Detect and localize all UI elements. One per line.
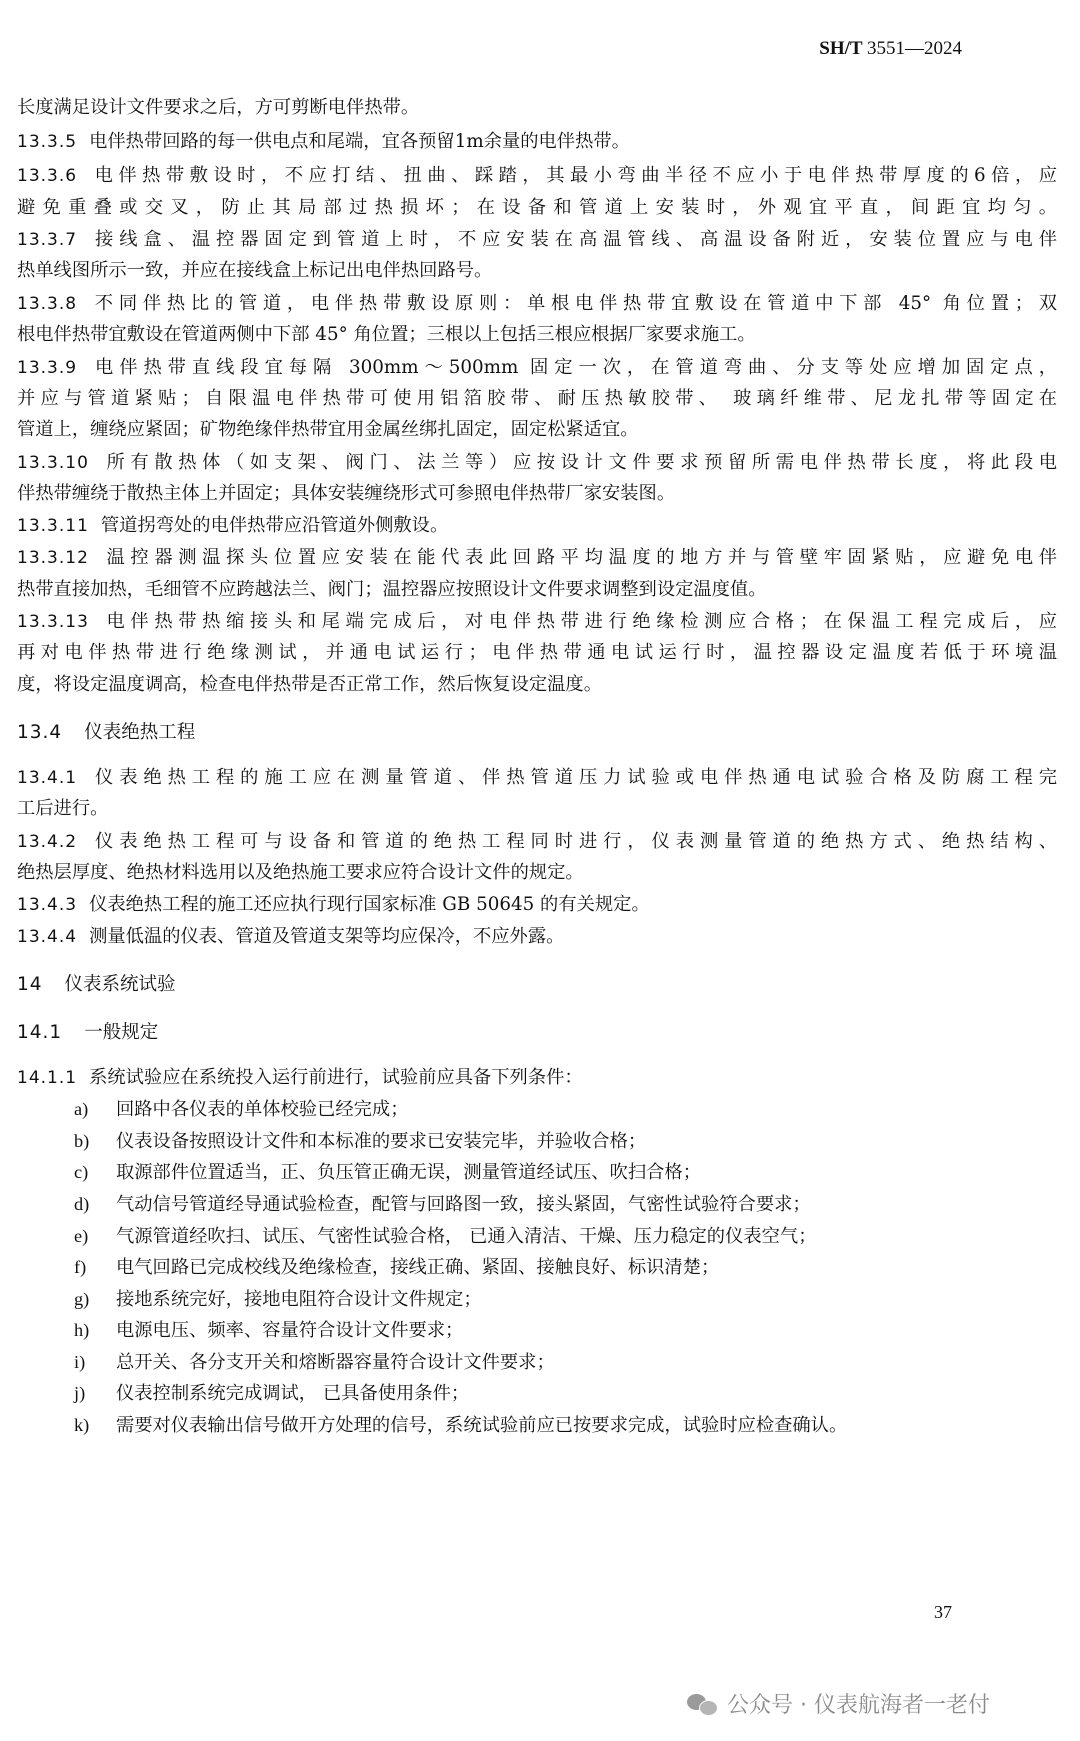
list-item-text: 仪表控制系统完成调试， 已具备使用条件； [116,1383,470,1404]
list-item [74,1381,469,1406]
paragraph-line: 避免重叠或交叉，防止其局部过热损坏；在设备和管道上安装时，外观宜平直，间距宜均匀。 [17,197,1057,218]
paragraph-line: 管道上，缠绕应紧固；矿物绝缘伴热带宜用金属丝绑扎固定，固定松紧适宜。 [17,419,639,440]
list-item-label: h) [74,1320,90,1340]
list-item [74,1160,701,1185]
clause-number: 13.4.1 [17,768,78,788]
list-item-label: c) [74,1162,89,1182]
clause-number: 14.1.1 [17,1068,78,1088]
list-item-text: 回路中各仪表的单体校验已经完成； [116,1099,409,1120]
clause-number: 13.3.13 [17,612,89,632]
heading-title: 仪表绝热工程 [84,722,196,743]
clause-number: 13.3.10 [17,453,89,473]
list-item [74,1318,463,1343]
heading-title: 一般规定 [84,1022,159,1043]
list-item-text: 总开关、各分支开关和熔断器容量符合设计文件要求； [116,1352,555,1373]
clause-number: 13.4.2 [17,832,78,852]
list-item [74,1129,646,1154]
section-heading-13-4 [17,721,195,745]
clause-number: 13.3.11 [17,516,89,536]
clause-13-4-3: 13.4.3 仪表绝热工程的施工还应执行现行国家标准 GB 50645 的有关规定。 [17,894,650,915]
paragraph-line: 热带直接加热，毛细管不应跨越法兰、阀门；温控器应按照设计文件要求调整到设定温度值。 [17,579,767,600]
clause-number: 13.4.4 [17,927,78,947]
clause-13-3-12: 13.3.12 温控器测温探头位置应安装在能代表此回路平均温度的地方并与管壁牢固紧贴，应避免电伴 [17,547,1057,568]
list-item-label: k) [74,1415,90,1435]
standard-code-prefix: SH/T [819,38,863,59]
clause-13-3-11: 13.3.11 管道拐弯处的电伴热带应沿管道外侧敷设。 [17,515,449,536]
standard-code [819,38,962,60]
clause-13-3-6: 13.3.6 电伴热带敷设时，不应打结、扭曲、踩踏，其最小弯曲半径不应小于电伴热带厚度的6倍，应 [17,165,1057,186]
heading-number: 14.1 [17,1022,63,1043]
clause-13-4-2: 13.4.2 仪表绝热工程可与设备和管道的绝热工程同时进行，仪表测量管道的绝热方式、绝热结构、 [17,831,1057,852]
list-item-text: 电气回路已完成校线及绝缘检查，接线正确、紧固、接触良好、标识清楚； [116,1257,720,1278]
heading-number: 14 [17,974,43,995]
list-item-label: d) [74,1194,90,1214]
clause-13-3-7: 13.3.7 接线盒、温控器固定到管道上时，不应安装在高温管线、高温设备附近，安装位置应与电伴 [17,229,1057,250]
heading-number: 13.4 [17,722,63,743]
list-item [74,1192,811,1217]
chapter-heading-14 [17,973,176,997]
clause-number: 13.3.7 [17,230,78,250]
section-heading-14-1 [17,1021,158,1045]
list-item-text: 接地系统完好，接地电阻符合设计文件规定； [116,1289,482,1310]
list-item [74,1350,555,1375]
clause-number: 13.3.5 [17,132,78,152]
paragraph-line: 长度满足设计文件要求之后，方可剪断电伴热带。 [17,97,420,118]
paragraph-line: 并应与管道紧贴；自限温电伴热带可使用铝箔胶带、耐压热敏胶带、 玻璃纤维带、尼龙扎带等固定在 [17,388,1057,409]
clause-13-4-1: 13.4.1 仪表绝热工程的施工应在测量管道、伴热管道压力试验或电伴热通电试验合格及防腐工程完 [17,767,1057,788]
clause-14-1-1: 14.1.1 系统试验应在系统投入运行前进行，试验前应具备下列条件： [17,1067,583,1088]
clause-number: 13.3.8 [17,294,78,314]
list-item [74,1255,719,1280]
paragraph-line: 根电伴热带宜敷设在管道两侧中下部 45° 角位置；三根以上包括三根应根据厂家要求施工。 [17,324,756,345]
list-item-text: 取源部件位置适当，正、负压管正确无误，测量管道经试压、吹扫合格； [116,1162,701,1183]
list-item-text: 仪表设备按照设计文件和本标准的要求已安装完毕，并验收合格； [116,1131,647,1152]
clause-number: 13.3.12 [17,548,89,568]
clause-number: 13.4.3 [17,895,78,915]
heading-title: 仪表系统试验 [64,974,176,995]
list-item [74,1097,409,1122]
paragraph-line: 热单线图所示一致，并应在接线盒上标记出电伴热回路号。 [17,260,493,281]
list-item-label: b) [74,1131,90,1151]
clause-13-3-9: 13.3.9 电伴热带直线段宜每隔 300mm～500mm 固定一次，在管道弯曲、分支等处应增加固定点， [17,357,1057,378]
page-number: 37 [934,1602,952,1622]
clause-13-3-13: 13.3.13 电伴热带热缩接头和尾端完成后，对电伴热带进行绝缘检测应合格；在保温工程完成后，应 [17,611,1057,632]
clause-13-4-4: 13.4.4 测量低温的仪表、管道及管道支架等均应保冷，不应外露。 [17,926,565,947]
wechat-icon [687,1692,717,1716]
list-item-label: i) [74,1352,86,1372]
list-item-text: 电源电压、频率、容量符合设计文件要求； [116,1320,464,1341]
list-item-text: 需要对仪表输出信号做开方处理的信号，系统试验前应已按要求完成，试验时应检查确认。 [116,1415,848,1436]
paragraph-line: 再对电伴热带进行绝缘测试，并通电试运行；电伴热带通电试运行时，温控器设定温度若低于环境温 [17,642,1057,663]
list-item-label: a) [74,1099,89,1119]
standard-code-number: 3551—2024 [867,38,962,59]
clause-13-3-10: 13.3.10 所有散热体（如支架、阀门、法兰等）应按设计文件要求预留所需电伴热带长度，将此段电 [17,452,1057,473]
list-item-label: f) [74,1257,87,1277]
paragraph-line: 工后进行。 [17,798,109,819]
list-item-text: 气动信号管道经导通试验检查，配管与回路图一致，接头紧固，气密性试验符合要求； [116,1194,811,1215]
list-item [74,1413,847,1438]
list-item-label: g) [74,1289,90,1309]
paragraph-line: 度，将设定温度调高，检查电伴热带是否正常工作，然后恢复设定温度。 [17,674,602,695]
paragraph-line: 绝热层厚度、绝热材料选用以及绝热施工要求应符合设计文件的规定。 [17,862,584,883]
clause-number: 13.3.6 [17,166,78,186]
list-item [74,1224,817,1249]
list-item-label: j) [74,1383,86,1403]
list-item-text: 气源管道经吹扫、试压、气密性试验合格， 已通入清洁、干燥、压力稳定的仪表空气； [116,1226,817,1247]
paragraph-line: 伴热带缠绕于散热主体上并固定；具体安装缠绕形式可参照电伴热带厂家安装图。 [17,483,676,504]
list-item-label: e) [74,1226,89,1246]
watermark [687,1688,990,1719]
clause-13-3-8: 13.3.8 不同伴热比的管道，电伴热带敷设原则：单根电伴热带宜敷设在管道中下部 45° 角位置；双 [17,293,1057,314]
clause-number: 13.3.9 [17,358,78,378]
list-item [74,1287,482,1312]
watermark-text: 公众号 · 仪表航海者一老付 [727,1693,990,1718]
clause-13-3-5: 13.3.5 电伴热带回路的每一供电点和尾端，宜各预留1m余量的电伴热带。 [17,131,630,152]
